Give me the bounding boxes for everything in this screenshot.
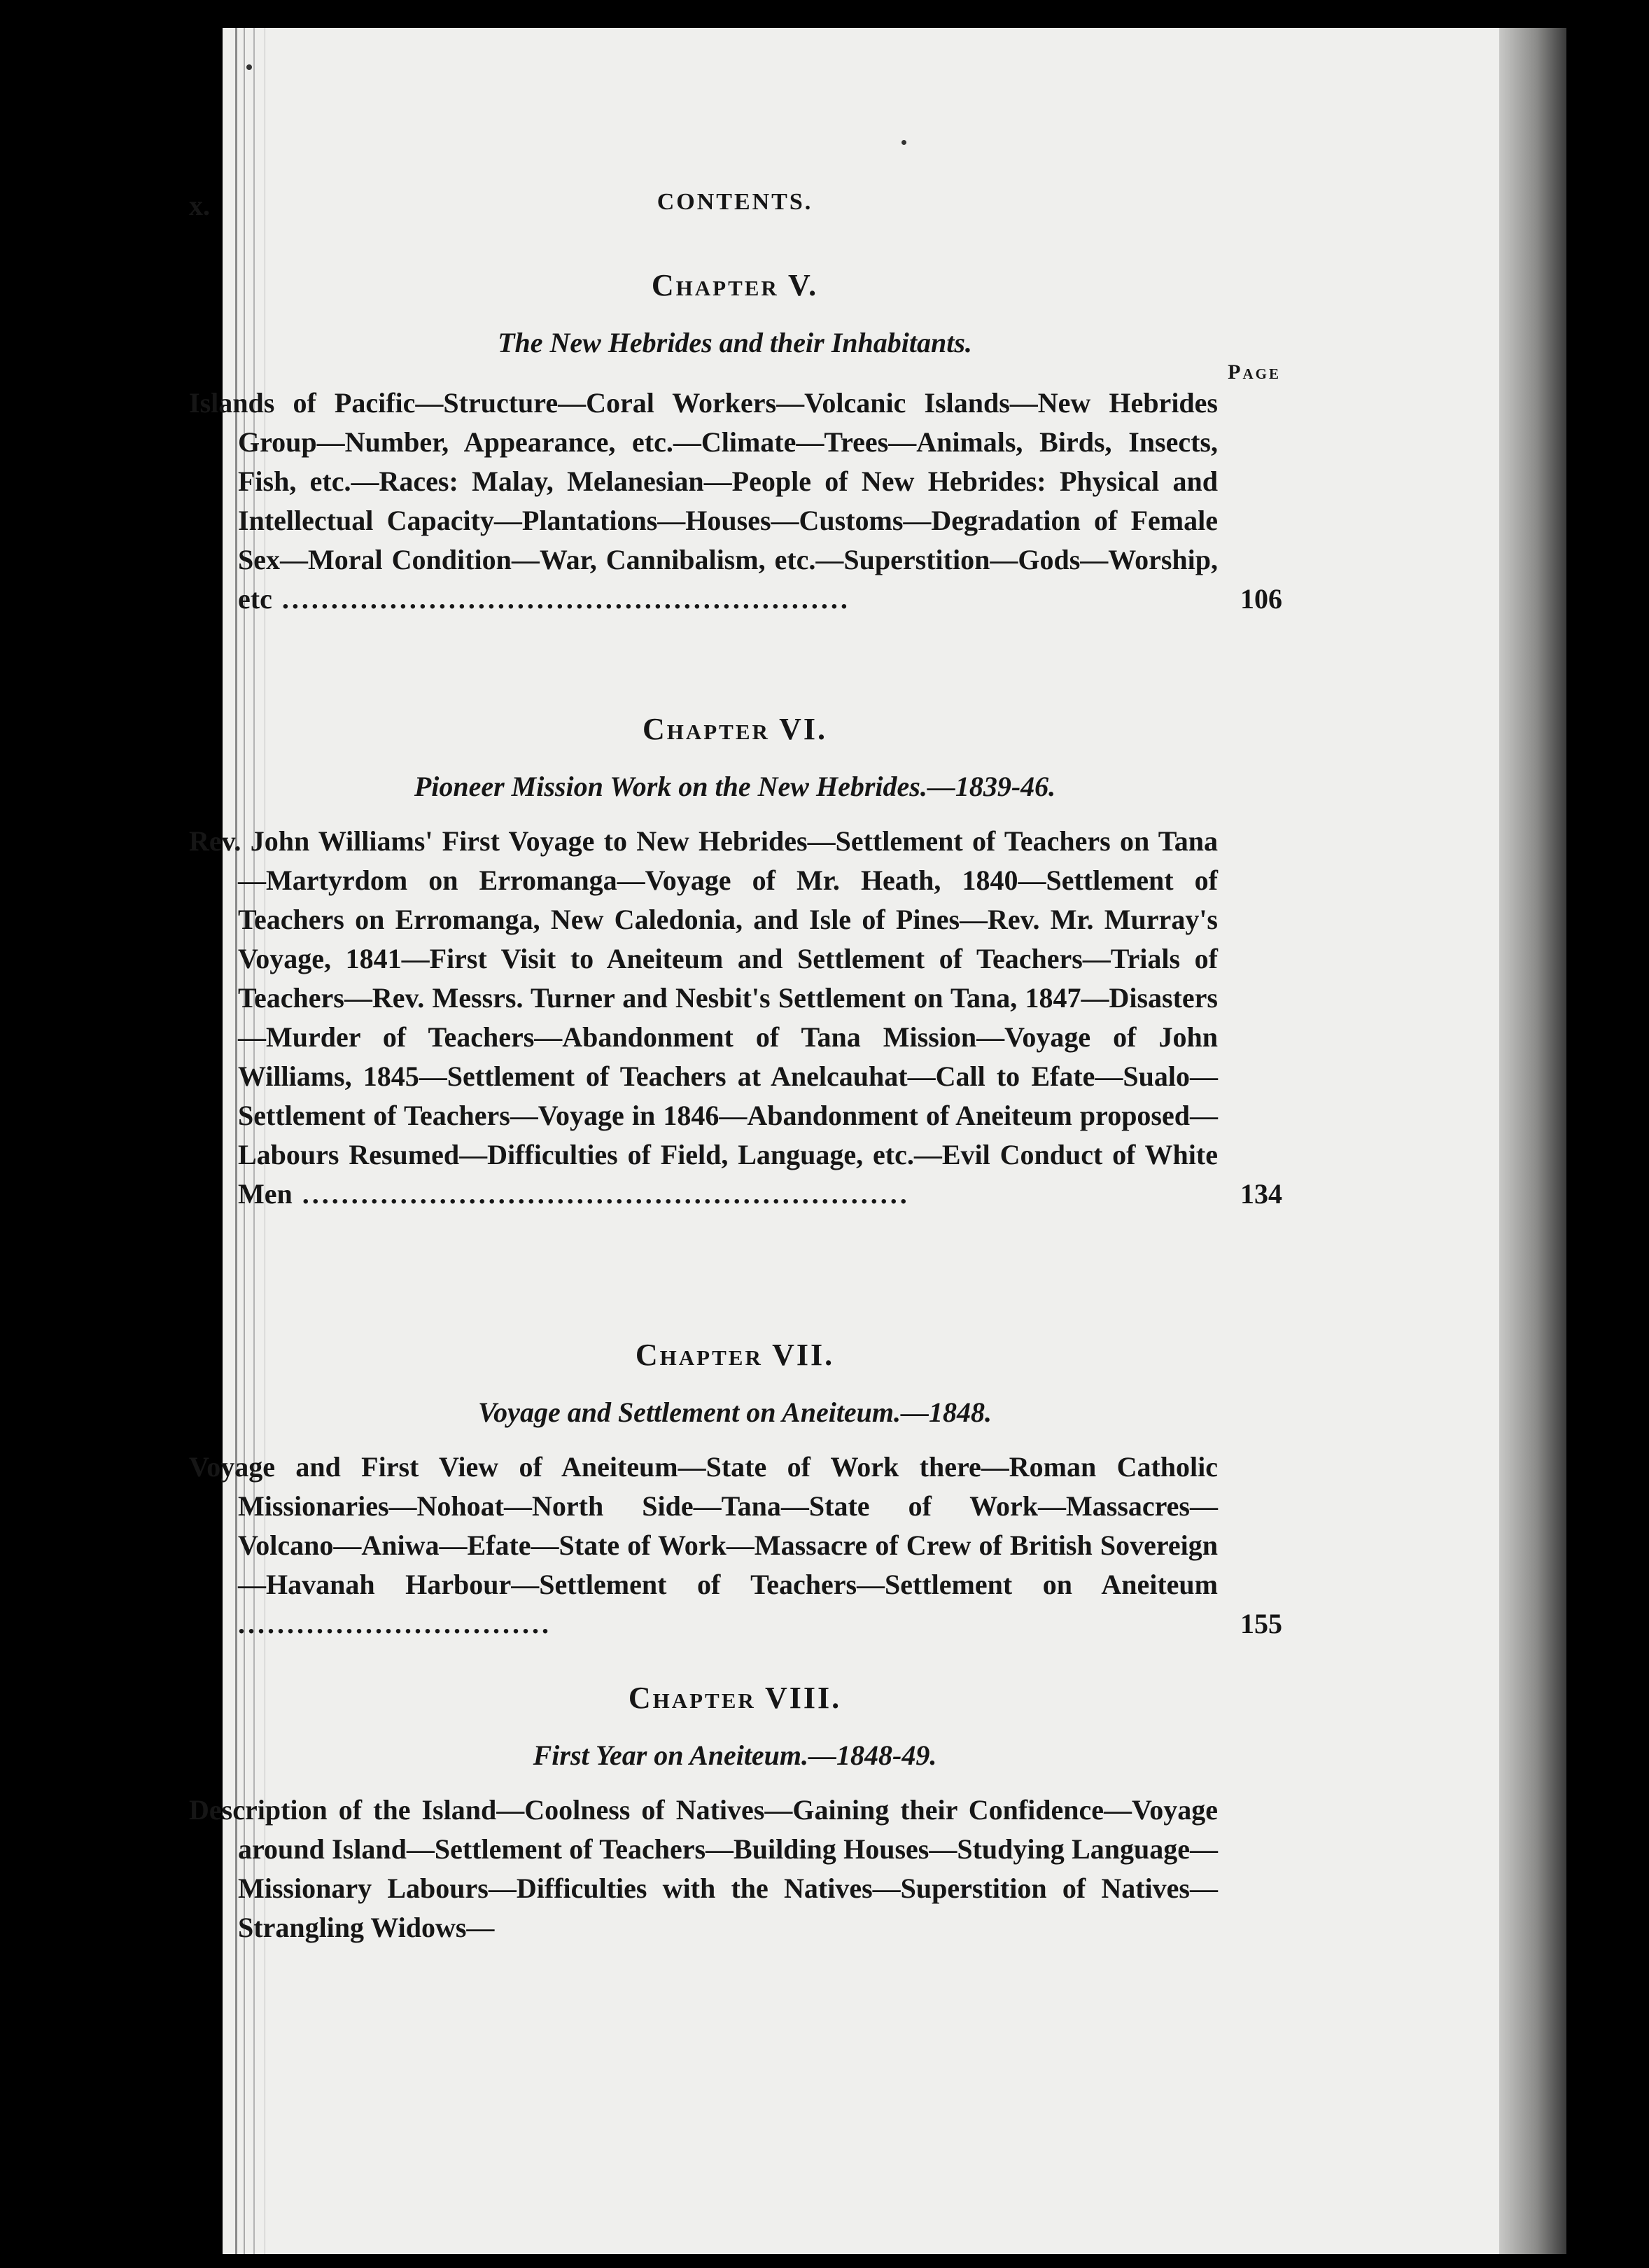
page-title: CONTENTS. — [657, 189, 813, 215]
page-number: 134 — [1240, 1178, 1282, 1210]
page-folio: x. — [189, 190, 210, 221]
chapter-title: First Year on Aneiteum.—1848-49. — [533, 1740, 937, 1771]
chapter-heading: Chapter VI. — [642, 712, 828, 746]
chapter-summary-entry — [189, 1448, 1282, 1644]
page-edge-shadow — [1499, 28, 1566, 2254]
chapter-title: The New Hebrides and their Inhabitants. — [498, 327, 972, 358]
chapter-summary-entry — [189, 1791, 1218, 1947]
page-number: 155 — [1240, 1608, 1282, 1639]
chapter-title: Voyage and Settlement on Aneiteum.—1848. — [477, 1396, 992, 1428]
chapter-heading: Chapter VII. — [635, 1338, 835, 1372]
chapter-summary-entry — [189, 384, 1282, 619]
leader-dots: .......................................................... — [272, 583, 850, 615]
leader-dots: .............................................................. — [292, 1178, 910, 1210]
chapter-summary: Islands of Pacific—Structure—Coral Workers—Volcanic Islands—New Hebrides Group—Number, Appearance, etc.—Climate—Trees—Animals, Birds, Insects, Fish, etc.—Races: Malay, Melanesian—People of New Hebrides: Physical and Intellectual Capacity—Plantations—Houses—Customs—Degradation of Female Sex—Moral Condition—War, Cannibalism, etc.—Superstition—Gods—Worship, etc — [189, 387, 1218, 615]
page-column-label: Page — [1228, 360, 1281, 384]
chapter-section — [189, 708, 1281, 1214]
chapter-summary: Rev. John Williams' First Voyage to New Hebrides—Settlement of Teachers on Tana—Martyrdom on Erromanga—Voyage of Mr. Heath, 1840—Settlement of Teachers on Erromanga, New Caledonia, and Isle of Pines—Rev. Mr. Murray's Voyage, 1841—First Visit to Aneiteum and Settlement of Teachers—Trials of Teachers—Rev. Messrs. Turner and Nesbit's Settlement on Tana, 1847—Disasters—Murder of Teachers—Abandonment of Tana Mission—Voyage of John Williams, 1845—Settlement of Teachers at Anelcauhat—Call to Efate—Sualo—Settlement of Teachers—Voyage in 1846—Abandonment of Aneiteum proposed—Labours Resumed—Difficulties of Field, Language, etc.—Evil Conduct of White Men — [189, 825, 1218, 1210]
chapter-summary-entry — [189, 822, 1282, 1214]
chapter-summary: Description of the Island—Coolness of Natives—Gaining their Confidence—Voyage around Island—Settlement of Teachers—Building Houses—Studying Language—Missionary Labours—Difficulties with the Natives—Superstition of Natives—Strangling Widows— — [189, 1794, 1218, 1943]
ink-speck — [901, 140, 906, 145]
leader-dots: ................................ — [238, 1608, 552, 1639]
running-head — [189, 189, 1281, 231]
chapter-section — [189, 1677, 1281, 1947]
page-number: 106 — [1240, 583, 1282, 615]
chapter-heading: Chapter VIII. — [628, 1681, 842, 1715]
chapter-section — [189, 1334, 1281, 1644]
ink-speck — [246, 64, 252, 70]
chapter-section — [189, 265, 1281, 619]
chapter-heading: Chapter V. — [651, 268, 819, 302]
chapter-summary: Voyage and First View of Aneiteum—State of Work there—Roman Catholic Missionaries—Nohoat—North Side—Tana—State of Work—Massacres—Volcano—Aniwa—Efate—State of Work—Massacre of Crew of British Sovereign—Havanah Harbour—Settlement of Teachers—Settlement on Aneiteum — [189, 1451, 1218, 1600]
chapter-title: Pioneer Mission Work on the New Hebrides.—1839-46. — [414, 771, 1056, 802]
